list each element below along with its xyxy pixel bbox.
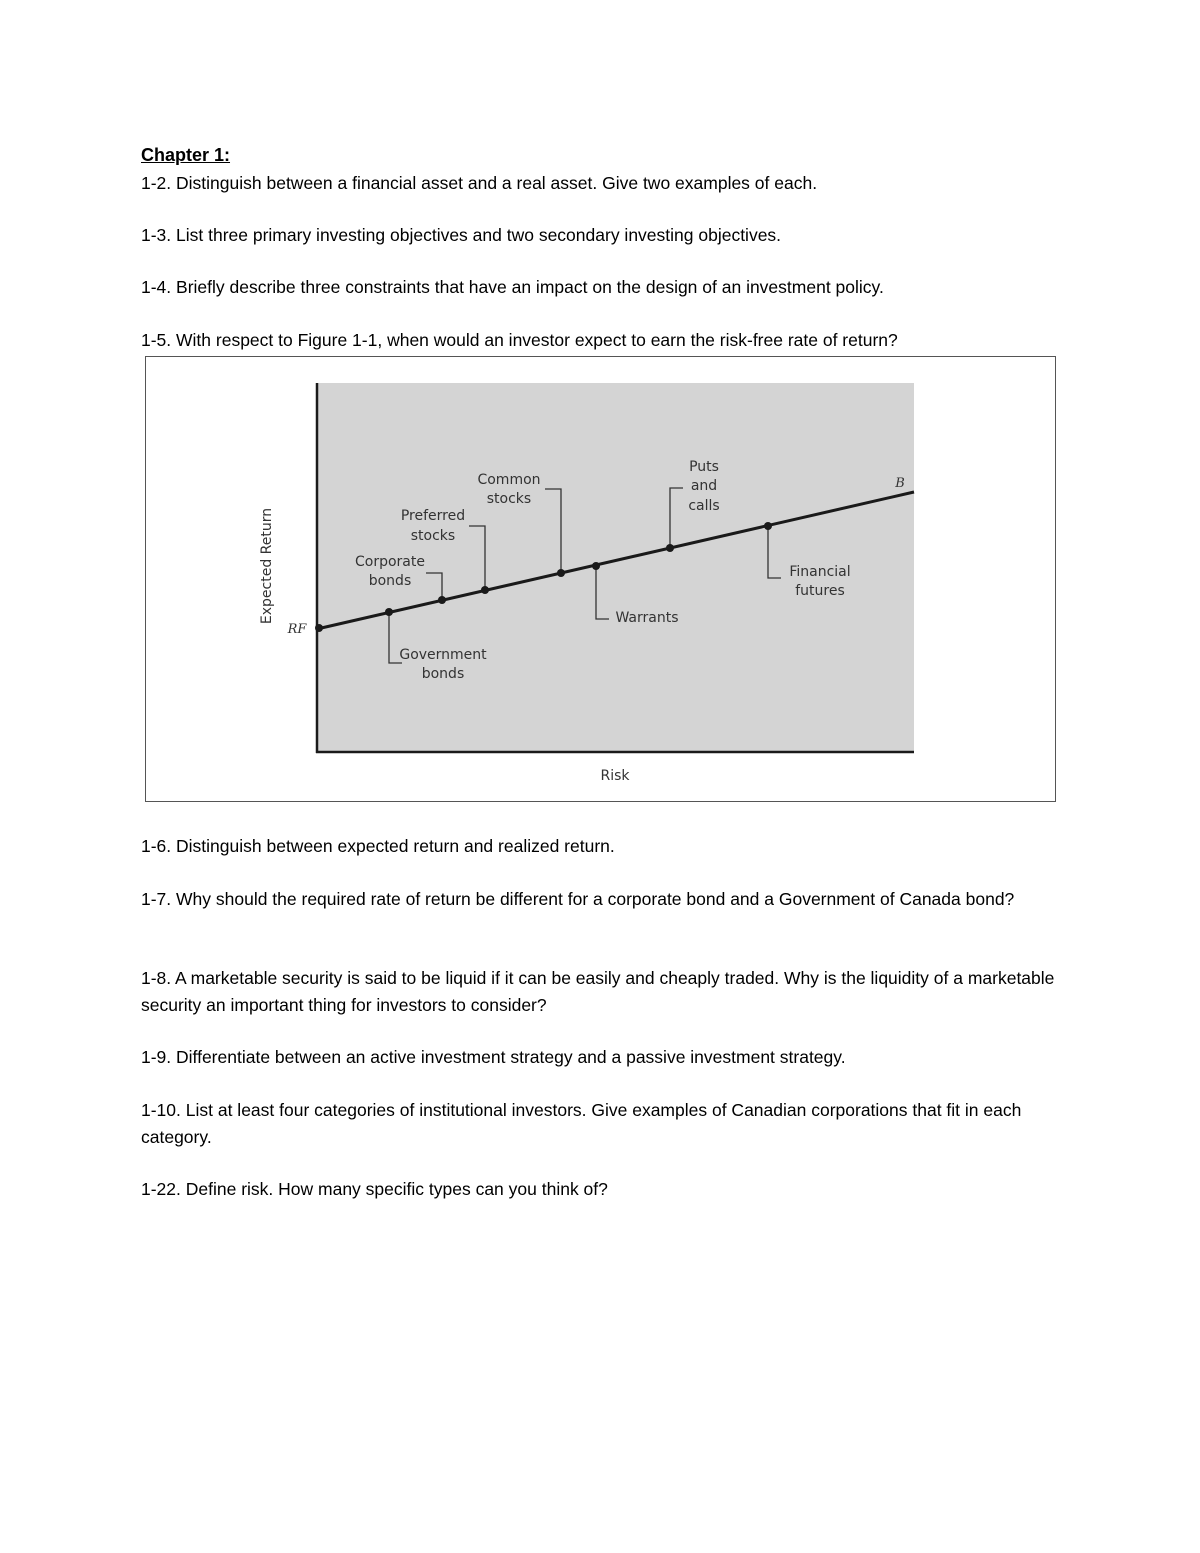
label-government-bonds-2: bonds bbox=[421, 666, 465, 682]
marker-preferred-stocks bbox=[481, 586, 489, 594]
rf-label: RF bbox=[287, 622, 307, 637]
marker-common-stocks bbox=[557, 569, 565, 577]
label-financial-futures-2: futures bbox=[795, 583, 845, 599]
x-axis-label: Risk bbox=[600, 768, 630, 784]
question-1-5: 1-5. With respect to Figure 1-1, when would an investor expect to earn the risk-free rate of return? bbox=[141, 330, 898, 350]
label-warrants: Warrants bbox=[615, 610, 679, 626]
risk-return-figure bbox=[146, 357, 1057, 803]
marker-corporate-bonds bbox=[438, 596, 446, 604]
question-1-10: 1-10. List at least four categories of institutional investors. Give examples of Canadian corporations that fit in each category. bbox=[141, 1100, 1022, 1147]
marker-government-bonds bbox=[385, 608, 393, 616]
question-1-2: 1-2. Distinguish between a financial asset and a real asset. Give two examples of each. bbox=[141, 173, 818, 193]
figure-1-1 bbox=[145, 356, 1056, 802]
question-1-9: 1-9. Differentiate between an active investment strategy and a passive investment strategy. bbox=[141, 1047, 846, 1067]
label-corporate-bonds-1: Corporate bbox=[355, 554, 425, 570]
b-label: B bbox=[895, 476, 905, 491]
label-financial-futures-1: Financial bbox=[789, 564, 851, 580]
marker-puts-calls bbox=[666, 544, 674, 552]
label-preferred-stocks-2: stocks bbox=[410, 528, 456, 544]
question-1-4: 1-4. Briefly describe three constraints that have an impact on the design of an investment policy. bbox=[141, 277, 884, 297]
label-common-stocks-2: stocks bbox=[486, 491, 532, 507]
marker-warrants bbox=[592, 562, 600, 570]
label-preferred-stocks-1: Preferred bbox=[400, 508, 466, 524]
question-1-3: 1-3. List three primary investing objectives and two secondary investing objectives. bbox=[141, 225, 782, 245]
label-puts-calls-2: and bbox=[690, 478, 718, 494]
marker-rf bbox=[315, 624, 323, 632]
chapter-heading: Chapter 1: bbox=[141, 145, 231, 165]
marker-financial-futures bbox=[764, 522, 772, 530]
y-axis-label: Expected Return bbox=[259, 507, 275, 625]
question-1-6: 1-6. Distinguish between expected return and realized return. bbox=[141, 836, 615, 856]
label-common-stocks-1: Common bbox=[477, 472, 541, 488]
label-puts-calls-3: calls bbox=[688, 498, 720, 514]
question-1-7: 1-7. Why should the required rate of return be different for a corporate bond and a Government of Canada bond? bbox=[141, 889, 1015, 909]
question-1-22: 1-22. Define risk. How many specific types can you think of? bbox=[141, 1179, 608, 1199]
label-government-bonds-1: Government bbox=[399, 647, 487, 663]
label-puts-calls-1: Puts bbox=[689, 459, 719, 475]
question-1-8: 1-8. A marketable security is said to be liquid if it can be easily and cheaply traded. Why is the liquidity of a marketable security an important thing for investors to consider? bbox=[141, 968, 1055, 1015]
label-corporate-bonds-2: bonds bbox=[368, 573, 412, 589]
